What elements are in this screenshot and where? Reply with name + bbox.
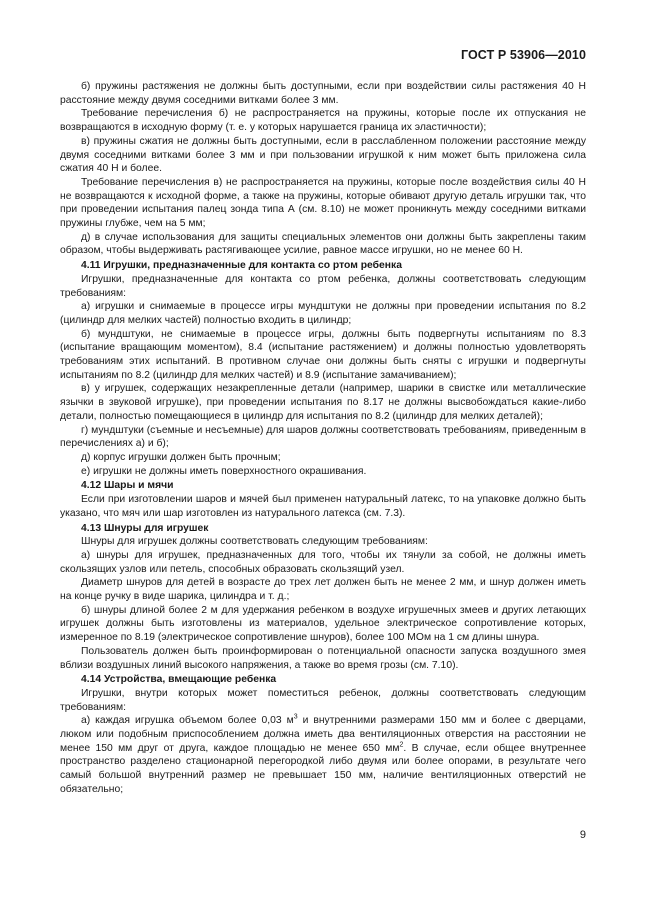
paragraph: Пользователь должен быть проинформирован о потенциальной опасности запуска воздушного змея вблизи воздушных линий высокого напряжения, а также во время грозы (см. 7.10). xyxy=(60,645,586,671)
superscript: 2 xyxy=(399,741,404,749)
paragraph-text: а) каждая игрушка объемом более 0,03 м xyxy=(81,715,294,727)
paragraph: Требование перечисления б) не распространяется на пружины, которые после их отпускания не возвращаются в исходную форму (т. е. у которых нарушается граница их эластичности); xyxy=(60,108,586,134)
section-heading: 4.14 Устройства, вмещающие ребенка xyxy=(81,674,277,686)
paragraph: в) у игрушек, содержащих незакрепленные детали (например, шарики в свистке или металлические язычки в звуковой игрушке), при проведении испытания по 8.17 не должны высвобождаться какие-либо детали, полностью помещающиеся в цилиндр для испытания по 8.2 (цилиндр для мелких деталей); xyxy=(60,383,586,422)
paragraph-text: . В случае, если общее внутреннее пространство разделено стационарной перегородкой либо двумя или более опорами, в результате чего самый большой внутренний размер не превышает 150 мм, наличие вентиляционных отверстий не обязательно; xyxy=(60,742,586,795)
paragraph: Игрушки, внутри которых может поместиться ребенок, должны соответствовать следующим требованиям: xyxy=(60,687,586,713)
document-body xyxy=(60,80,586,797)
paragraph: Требование перечисления в) не распространяется на пружины, которые после воздействия силы 40 Н не возвращаются к исходной форме, а также на пружины, которые обивают другую деталь игрушки так, что при проведении испытания палец зонда типа А (см. 8.10) не может проникнуть между соседними витками пружины глубже, чем на 5 мм; xyxy=(60,176,586,230)
paragraph: д) в случае использования для защиты специальных элементов они должны быть закреплены таким образом, чтобы выдерживать растягивающее усилие, равное массе игрушки, но не менее 60 Н. xyxy=(60,231,586,257)
paragraph-text: и внутренними размерами 150 мм и более с дверцами, люком или подобным приспособлением должна иметь два вентиляционных отверстия на расстоянии не менее 150 мм друг от друга, каждое площадью не менее 650 мм xyxy=(60,715,586,754)
page-number: 9 xyxy=(579,829,586,841)
paragraph: Игрушки, предназначенные для контакта со ртом ребенка, должны соответствовать следующим требованиям: xyxy=(60,273,586,299)
paragraph: б) пружины растяжения не должны быть доступными, если при воздействии силы растяжения 40 Н расстояние между двумя соседними витками более 3 мм. xyxy=(60,81,586,106)
paragraph: Если при изготовлении шаров и мячей был применен натуральный латекс, то на упаковке должно быть указано, что мяч или шар изготовлен из натурального латекса (см. 7.3). xyxy=(60,494,586,519)
paragraph: Диаметр шнуров для детей в возрасте до трех лет должен быть не менее 2 мм, и шнур должен иметь на конце ручку в виде шарика, цилиндра и т. д.; xyxy=(60,577,586,603)
paragraph: б) шнуры длиной более 2 м для удержания ребенком в воздухе игрушечных змеев и других летающих игрушек должны быть изготовлены из материалов, удельное электрическое сопротивление которых, измеренное по 8.19 (электрическое сопротивление шнуров), более 100 МОм на 1 см длины шнура. xyxy=(60,604,586,644)
section-heading: 4.13 Шнуры для игрушек xyxy=(81,522,209,534)
paragraph: а) игрушки и снимаемые в процессе игры мундштуки не должны при проведении испытания по 8.2 (цилиндр для мелких частей) полностью входить в цилиндр; xyxy=(60,301,586,326)
paragraph: б) мундштуки, не снимаемые в процессе игры, должны быть подвергнуты испытаниям по 8.3 (испытание вращающим моментом), 8.4 (испытание растяжением) и должны полностью удовлетворять требованиям этих испытаний. В противном случае они должны быть сняты с игрушки и подвергнуты испытаниям по 8.2 (цилиндр для мелких частей) и 8.9 (испытание замачиванием); xyxy=(60,328,586,381)
paragraph: в) пружины сжатия не должны быть доступными, если в расслабленном положении расстояние между двумя соседними витками более 3 мм и при пользовании игрушкой к ним может быть приложена сила сжатия 40 Н и более. xyxy=(60,135,586,175)
superscript: 3 xyxy=(293,713,298,721)
document-header: ГОСТ Р 53906—2010 xyxy=(460,48,586,62)
paragraph: Шнуры для игрушек должны соответствовать следующим требованиям: xyxy=(81,536,428,548)
paragraph-last xyxy=(60,714,586,796)
section-heading: 4.12 Шары и мячи xyxy=(81,480,174,492)
paragraph: г) мундштуки (съемные и несъемные) для шаров должны соответствовать требованиям, приведенным в перечислениях а) и б); xyxy=(60,424,587,450)
paragraph: е) игрушки не должны иметь поверхностного окрашивания. xyxy=(81,465,367,477)
paragraph: д) корпус игрушки должен быть прочным; xyxy=(81,451,281,463)
paragraph: а) шнуры для игрушек, предназначенных для того, чтобы их тянули за собой, не должны иметь скользящих узлов или петель, способных образовать скользящий узел. xyxy=(60,549,586,575)
section-heading: 4.11 Игрушки, предназначенные для контакта со ртом ребенка xyxy=(81,260,402,272)
